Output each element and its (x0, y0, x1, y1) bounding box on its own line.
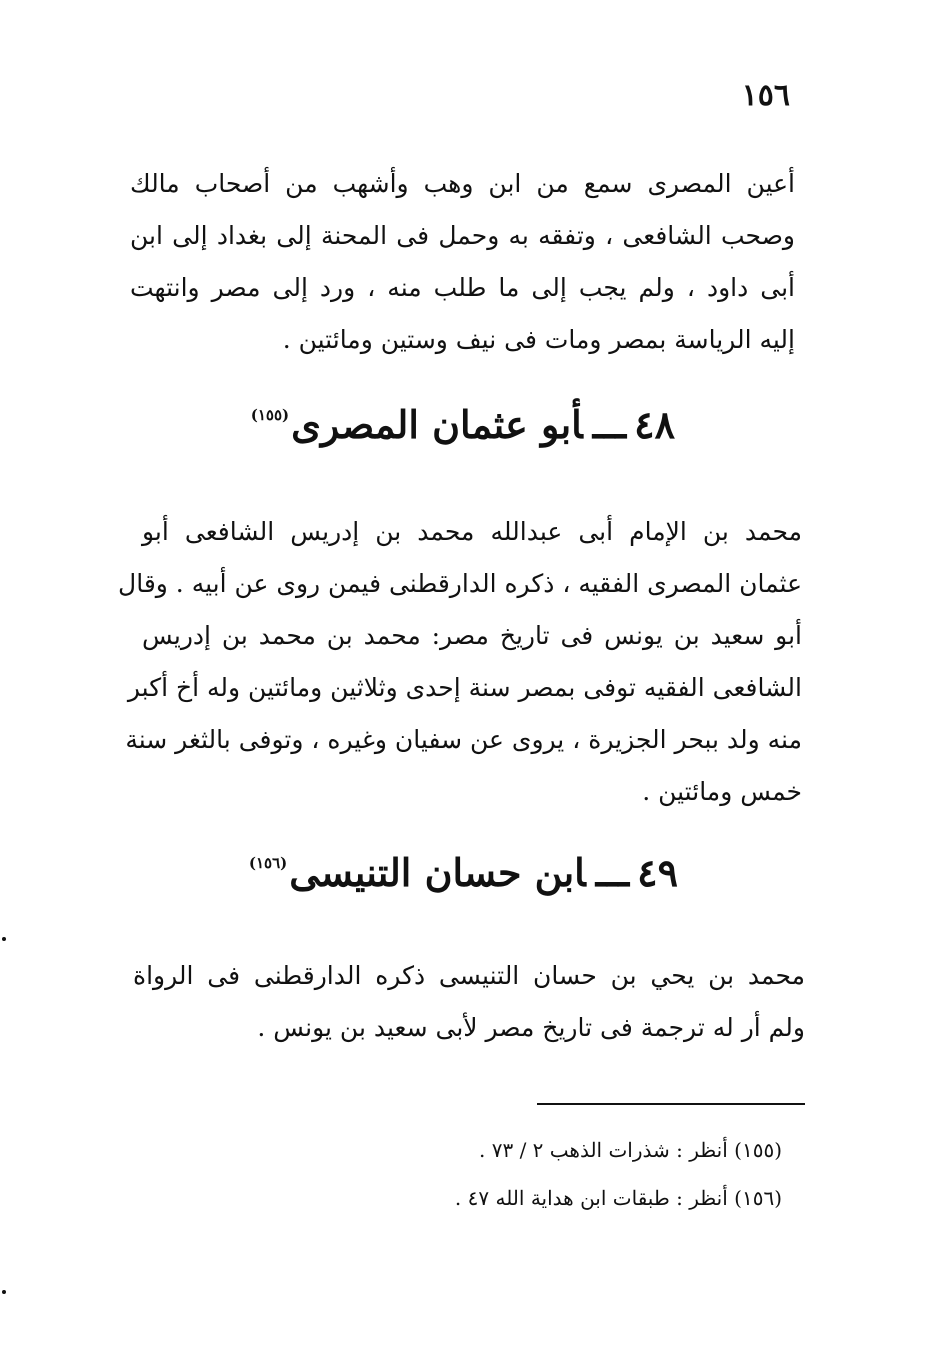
text-line: خمس ومائتين . (642, 777, 802, 806)
entry-49-heading (249, 850, 678, 895)
footnote-separator (537, 1103, 805, 1105)
entry-number: ٤٨ (634, 402, 675, 447)
entry-dash: ـــ (592, 402, 627, 447)
entry-dash: ـــ (595, 850, 630, 895)
paragraph-entry-49 (133, 950, 805, 1054)
entry-title: ابن حسان التنيسى (289, 850, 586, 895)
paragraph-intro (130, 158, 795, 366)
text-line: عثمان المصرى الفقيه ، ذكره الدارقطنى فيمن روى عن أبيه . وقال (118, 569, 802, 598)
page-number: ١٥٦ (741, 78, 790, 113)
entry-48-heading (251, 402, 675, 447)
entry-number: ٤٩ (637, 850, 678, 895)
text-line: أبو سعيد بن يونس فى تاريخ مصر: محمد بن محمد بن إدريس (142, 621, 802, 650)
text-line: أعين المصرى سمع من ابن وهب وأشهب من أصحاب مالك (130, 169, 795, 198)
text-line: الشافعى الفقيه توفى بمصر سنة إحدى وثلاثين ومائتين وله أخ أكبر (127, 673, 802, 702)
paragraph-entry-48 (118, 506, 802, 818)
scan-margin-mark (2, 1290, 6, 1294)
footnote-155: (١٥٥) أنظر : شذرات الذهب ٢ / ٧٣ . (479, 1138, 782, 1162)
scan-margin-mark (2, 937, 6, 941)
text-line: وصحب الشافعى ، وتفقه به وحمل فى المحنة إلى بغداد إلى ابن (130, 221, 795, 250)
text-line: محمد بن الإمام أبى عبدالله محمد بن إدريس الشافعى أبو (142, 517, 802, 546)
footnote-reference: (١٥٥) (250, 406, 290, 424)
text-line: إليه الرياسة بمصر ومات فى نيف وستين ومائتين . (282, 325, 795, 354)
footnote-reference: (١٥٦) (248, 854, 288, 872)
text-line: محمد بن يحي بن حسان التنيسى ذكره الدارقطنى فى الرواة (133, 961, 805, 990)
text-line: ولم أر له ترجمة فى تاريخ مصر لأبى سعيد بن يونس . (257, 1013, 805, 1042)
text-line: أبى داود ، ولم يجب إلى ما طلب منه ، ورد إلى مصر وانتهت (130, 273, 795, 302)
entry-title: أبو عثمان المصرى (291, 402, 583, 447)
text-line: منه ولد ببحر الجزيرة ، يروى عن سفيان وغيره ، وتوفى بالثغر سنة (125, 725, 802, 754)
footnote-156: (١٥٦) أنظر : طبقات ابن هداية الله ٤٧ . (454, 1186, 782, 1210)
